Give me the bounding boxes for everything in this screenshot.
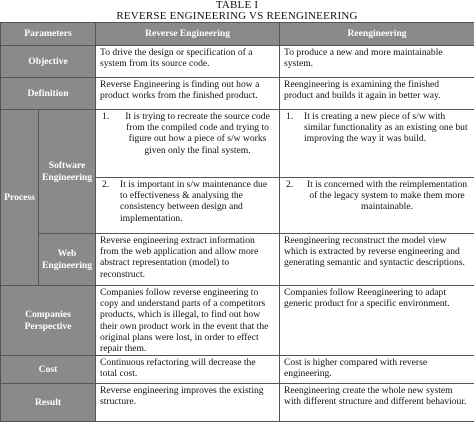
row-result [1, 384, 474, 422]
objective-reengineering: To produce a new and more maintainable system. [280, 46, 474, 78]
item-text: It is important in s/w maintenance due to effectiveness & analysing the consistency between design and implementation. [120, 179, 268, 224]
item-number: 1. [286, 111, 294, 122]
companies-reengineering: Companies follow Reengineering to adapt generic product for a specific environment. [280, 286, 474, 356]
label-software-engineering: Software Engineering [39, 110, 96, 234]
header-row [1, 23, 474, 46]
header-reverse-engineering: Reverse Engineering [96, 23, 280, 46]
software-reverse-1 [96, 110, 280, 178]
row-companies [1, 286, 474, 356]
result-reengineering: Reengineering create the whole new system with different structure and different behaviour. [280, 384, 474, 422]
row-objective [1, 46, 474, 78]
label-definition: Definition [1, 78, 96, 110]
row-definition [1, 78, 474, 110]
item-text: It is trying to recreate the source code from the compiled code and trying to figure out how a piece of s/w works given only the final system. [125, 111, 270, 156]
software-reengineering-2 [280, 178, 474, 234]
comparison-table [0, 22, 474, 422]
software-reengineering-1 [280, 110, 474, 178]
label-objective: Objective [1, 46, 96, 78]
cost-reengineering: Cost is higher compared with reverse engineering. [280, 356, 474, 384]
web-reengineering: Reengineering reconstruct the model view which is extracted by reverse engineering and generating semantic and syntactic descriptions. [280, 234, 474, 286]
item-number: 2. [286, 179, 294, 190]
header-parameters: Parameters [1, 23, 96, 46]
software-reverse-2 [96, 178, 280, 234]
item-number: 2. [102, 179, 110, 190]
item-text: It is creating a new piece of s/w with similar functionality as an existing one but improving the way it was build. [304, 111, 468, 145]
label-cost: Cost [1, 356, 96, 384]
definition-reverse: Reverse Engineering is finding out how a product works from the finished product. [96, 78, 280, 110]
result-reverse: Reverse engineering improves the existing structure. [96, 384, 280, 422]
row-process-software-1 [1, 110, 474, 178]
row-cost [1, 356, 474, 384]
header-reengineering: Reengineering [280, 23, 474, 46]
label-web-engineering: Web Engineering [39, 234, 96, 286]
objective-reverse: To drive the design or specification of a system from its source code. [96, 46, 280, 78]
table-title: REVERSE ENGINEERING VS REENGINEERING [116, 10, 358, 22]
web-reverse: Reverse engineering extract information from the web application and allow more abstract representation (model) to reconstruct. [96, 234, 280, 286]
companies-reverse: Companies follow reverse engineering to copy and understand parts of a competitors products, which is illegal, to find out how their own product work in the event that the original plans were lost, in order to effect repair them. [96, 286, 280, 356]
label-process: Process [1, 110, 39, 286]
row-process-web [1, 234, 474, 286]
label-companies-perspective: Companies Perspective [1, 286, 96, 356]
cost-reverse: Continuous refactoring will decrease the total cost. [96, 356, 280, 384]
item-text: It is concerned with the reimplementation of the legacy system to make them more maintainable. [306, 179, 468, 213]
definition-reengineering: Reengineering is examining the finished product and builds it again in better way. [280, 78, 474, 110]
table-number: TABLE I [215, 0, 259, 11]
label-result: Result [1, 384, 96, 422]
item-number: 1. [102, 111, 110, 122]
